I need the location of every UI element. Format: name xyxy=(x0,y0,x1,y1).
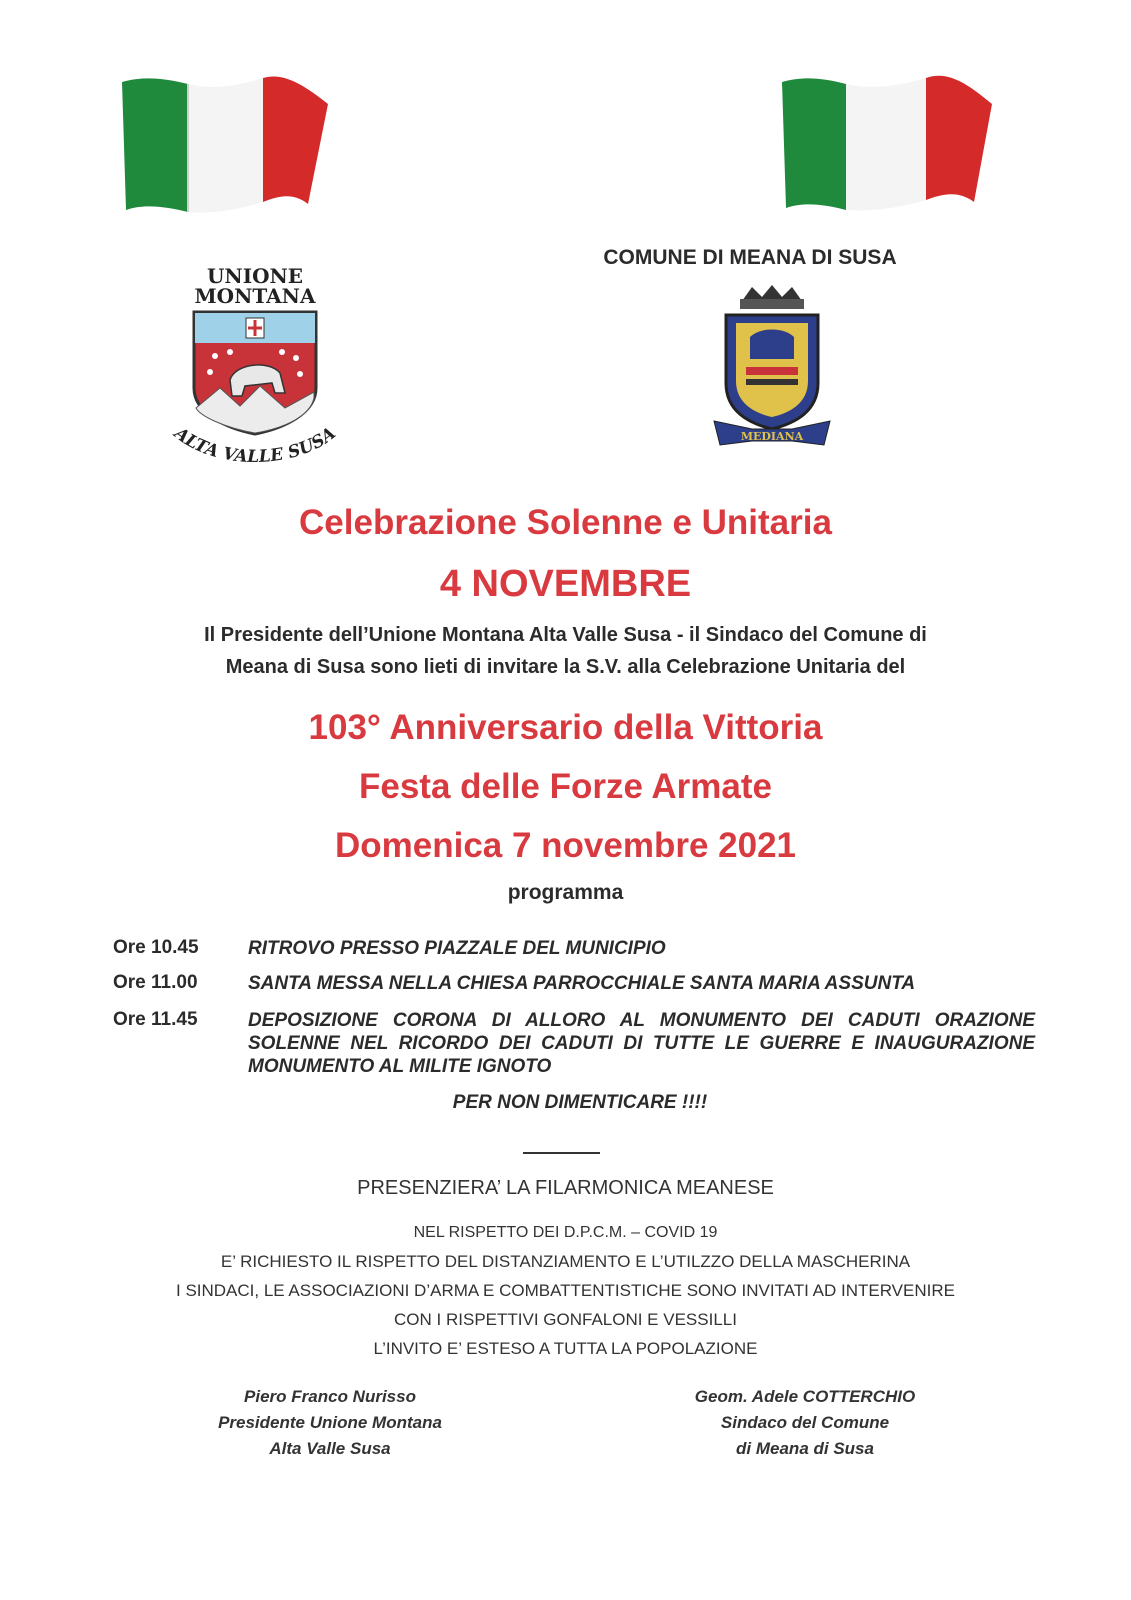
signature-left-role: Presidente Unione Montana xyxy=(218,1413,442,1432)
filarmonica-note: PRESENZIERA’ LA FILARMONICA MEANESE xyxy=(357,1177,774,1199)
comune-crest-icon xyxy=(712,283,832,453)
event-festa: Festa delle Forze Armate xyxy=(358,767,772,806)
invitation-line-1: Il Presidente dell’Unione Montana Alta Valle Susa - il Sindaco del Comune di xyxy=(204,624,927,646)
notice-line-2: E’ RICHIESTO IL RISPETTO DEL DISTANZIAMENTO E L’UTILZZO DELLA MASCHERINA xyxy=(220,1252,911,1271)
notice-line-5: L’INVITO E’ ESTESO A TUTTA LA POPOLAZIONE xyxy=(373,1339,758,1358)
signature-left xyxy=(180,1384,480,1462)
logo-title-line2: MONTANA xyxy=(194,284,316,308)
invitation-line-2: Meana di Susa sono lieti di invitare la S.V. alla Celebrazione Unitaria del xyxy=(225,656,906,678)
signature-right xyxy=(665,1384,945,1462)
logo-title-line1: UNIONE xyxy=(206,264,304,288)
notice-line-4: CON I RISPETTIVI GONFALONI E VESSILLI xyxy=(394,1310,737,1329)
italian-flag-right-icon xyxy=(778,72,996,214)
signature-left-org: Alta Valle Susa xyxy=(269,1439,391,1458)
notice-line-3: I SINDACI, LE ASSOCIAZIONI D’ARMA E COMBATTENTISTICHE SONO INVITATI AD INTERVENIRE xyxy=(176,1281,955,1300)
event-date: Domenica 7 novembre 2021 xyxy=(334,826,797,865)
unione-montana-logo xyxy=(160,262,350,477)
logo-ribbon-text: ALTA VALLE SUSA xyxy=(170,423,340,468)
svg-text:ALTA VALLE SUSA xyxy=(169,422,340,467)
schedule-time-3: Ore 11.45 xyxy=(113,1009,198,1030)
notice-line-1: NEL RISPETTO DEI D.P.C.M. – COVID 19 xyxy=(413,1224,718,1241)
page-title: Celebrazione Solenne e Unitaria xyxy=(299,503,832,542)
italian-flag-left-icon xyxy=(118,74,333,216)
logo-ribbon-icon xyxy=(160,412,350,477)
schedule-text-2: SANTA MESSA NELLA CHIESA PARROCCHIALE SANTA MARIA ASSUNTA xyxy=(248,973,916,994)
schedule-text-1: RITROVO PRESSO PIAZZALE DEL MUNICIPIO xyxy=(248,938,666,959)
schedule-time-1: Ore 10.45 xyxy=(113,937,199,958)
page-title-date: 4 NOVEMBRE xyxy=(439,563,692,605)
event-anniversary: 103° Anniversario della Vittoria xyxy=(308,708,823,747)
programma-label: programma xyxy=(507,881,624,904)
comune-label: COMUNE DI MEANA DI SUSA xyxy=(603,246,897,269)
signature-right-name: Geom. Adele COTTERCHIO xyxy=(694,1387,916,1406)
schedule-text-3: DEPOSIZIONE CORONA DI ALLORO AL MONUMENTO DEI CADUTI ORAZIONE SOLENNE NEL RICORDO DEI CADUTI DI TUTTE LE GUERRE E INAUGURAZIONE MONUMENTO AL MILITE IGNOTO xyxy=(248,1010,1035,1077)
signature-left-name: Piero Franco Nurisso xyxy=(244,1387,416,1406)
slogan: PER NON DIMENTICARE !!!! xyxy=(452,1092,708,1113)
schedule-time-2: Ore 11.00 xyxy=(113,972,198,993)
divider xyxy=(523,1152,600,1154)
signature-right-org: di Meana di Susa xyxy=(736,1439,874,1458)
signature-right-role: Sindaco del Comune xyxy=(720,1413,890,1432)
crest-ribbon-text: MEDIANA xyxy=(740,430,804,443)
